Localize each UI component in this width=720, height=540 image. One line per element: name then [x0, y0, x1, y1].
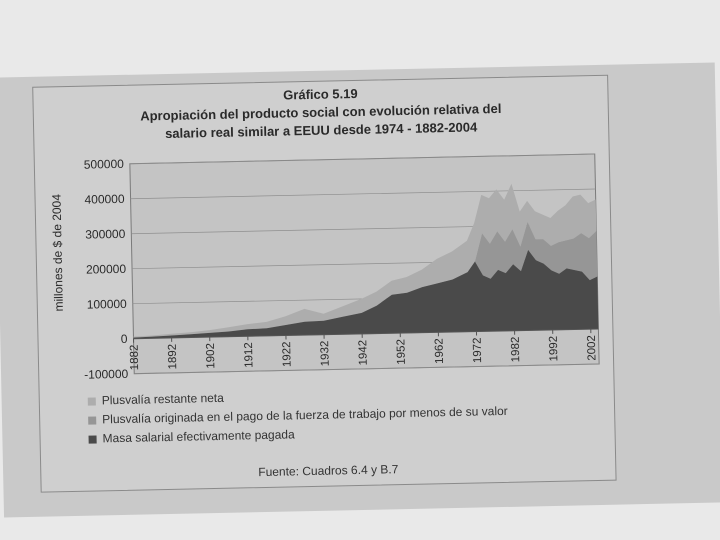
- figure-frame: [32, 75, 616, 493]
- x-tick-label: 1882: [128, 344, 142, 371]
- legend-label: Plusvalía restante neta: [101, 390, 224, 408]
- x-tick-label: 1912: [242, 342, 256, 368]
- y-tick-label: 0: [120, 331, 128, 346]
- x-tick-label: 1982: [509, 336, 523, 363]
- x-tick-label: 1902: [204, 342, 218, 369]
- title-line-1: Apropiación del producto social con evolución relativa del: [140, 100, 502, 124]
- legend: [88, 383, 509, 449]
- legend-label: Masa salarial efectivamente pagada: [102, 427, 295, 446]
- x-tick-label: 1962: [433, 338, 447, 365]
- y-tick-label: 200000: [85, 261, 127, 277]
- y-tick-label: 100000: [86, 296, 127, 312]
- x-tick-label: 1992: [547, 335, 561, 362]
- legend-swatch-mid: [88, 416, 96, 424]
- stacked-area-chart: [33, 76, 613, 388]
- title-line-2: salario real similar a EEUU desde 1974 - 1882-2004: [164, 119, 478, 141]
- legend-label: Plusvalía originada en el pago de la fuerza de trabajo por menos de su valor: [102, 403, 508, 427]
- x-tick-label: 1972: [471, 337, 485, 364]
- x-tick-label: 2002: [585, 334, 599, 361]
- y-tick-label: 400000: [84, 191, 125, 207]
- x-tick-label: 1892: [166, 343, 180, 370]
- figure-number: Gráfico 5.19: [283, 85, 358, 103]
- y-tick-label: -100000: [84, 366, 129, 382]
- y-tick-label: 500000: [83, 156, 124, 172]
- x-tick-label: 1952: [395, 338, 408, 365]
- y-tick-label: 300000: [85, 226, 126, 242]
- legend-swatch-top: [88, 397, 96, 405]
- figure-source: Fuente: Cuadros 6.4 y B.7: [258, 462, 399, 480]
- x-tick-label: 1942: [357, 339, 370, 366]
- x-tick-label: 1932: [319, 340, 332, 367]
- x-tick-label: 1922: [281, 341, 294, 368]
- legend-swatch-base: [89, 435, 97, 443]
- y-axis-label: millones de $ de 2004: [49, 193, 66, 312]
